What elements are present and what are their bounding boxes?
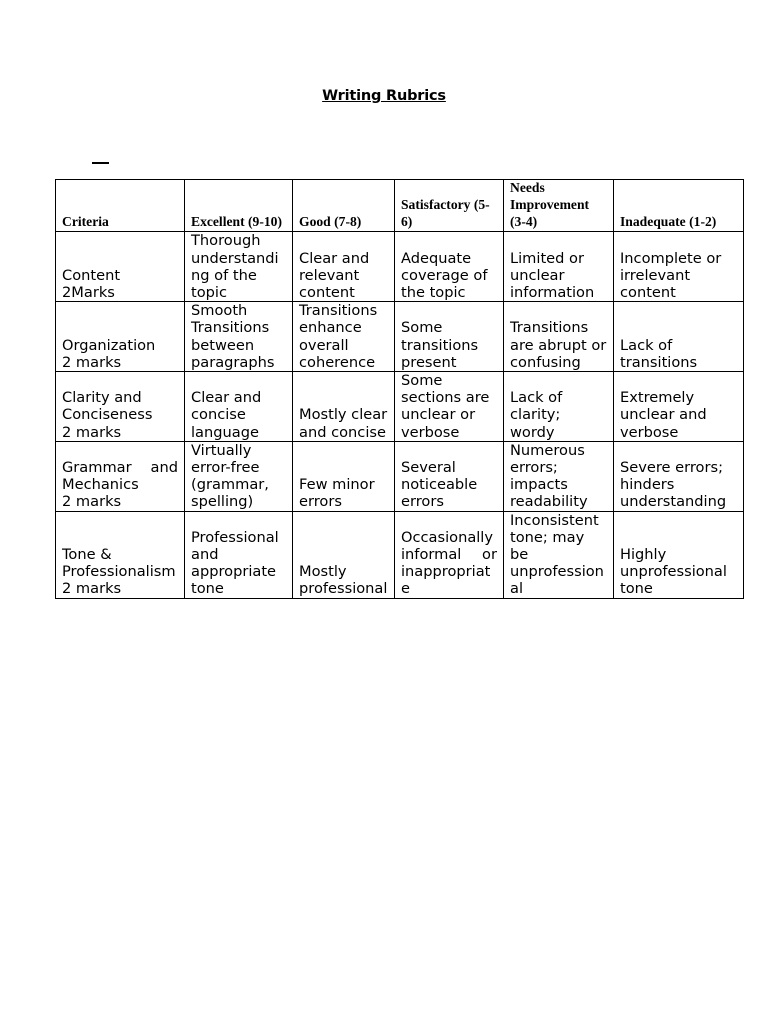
cell-excellent: Virtually error-free (grammar, spelling) bbox=[185, 441, 293, 511]
header-satisfactory: Satisfactory (5-6) bbox=[395, 180, 504, 232]
cell-good: Mostly professional bbox=[293, 511, 395, 598]
cell-inadequate: Incomplete or irrelevant content bbox=[614, 232, 744, 302]
cell-excellent: Thorough understanding of the topic bbox=[185, 232, 293, 302]
cell-needs-improvement: Transitions are abrupt or confusing bbox=[504, 302, 614, 372]
cell-excellent: Professional and appropriate tone bbox=[185, 511, 293, 598]
cell-satisfactory: Some transitions present bbox=[395, 302, 504, 372]
cell-inadequate: Lack of transitions bbox=[614, 302, 744, 372]
table-row bbox=[56, 302, 744, 372]
cell-satisfactory: Adequate coverage of the topic bbox=[395, 232, 504, 302]
rubric-table bbox=[55, 179, 744, 599]
cell-satisfactory: Some sections are unclear or verbose bbox=[395, 372, 504, 442]
cell-needs-improvement: Numerous errors; impacts readability bbox=[504, 441, 614, 511]
cell-good: Clear and relevant content bbox=[293, 232, 395, 302]
table-row bbox=[56, 232, 744, 302]
cell-needs-improvement: Limited or unclear information bbox=[504, 232, 614, 302]
cell-good: Mostly clear and concise bbox=[293, 372, 395, 442]
cell-satisfactory: Several noticeable errors bbox=[395, 441, 504, 511]
cell-criteria: Organization 2 marks bbox=[56, 302, 185, 372]
cell-criteria: Clarity and Conciseness 2 marks bbox=[56, 372, 185, 442]
cell-excellent: Smooth Transitions between paragraphs bbox=[185, 302, 293, 372]
cell-needs-improvement: Lack of clarity; wordy bbox=[504, 372, 614, 442]
cell-criteria: Tone & Professionalism 2 marks bbox=[56, 511, 185, 598]
cell-inadequate: Severe errors; hinders understanding bbox=[614, 441, 744, 511]
header-good: Good (7-8) bbox=[293, 180, 395, 232]
cell-criteria: Grammar and Mechanics 2 marks bbox=[56, 441, 185, 511]
cell-good: Transitions enhance overall coherence bbox=[293, 302, 395, 372]
table-row bbox=[56, 372, 744, 442]
table-row bbox=[56, 441, 744, 511]
cell-good: Few minor errors bbox=[293, 441, 395, 511]
header-row bbox=[56, 180, 744, 232]
cell-criteria: Content 2Marks bbox=[56, 232, 185, 302]
cell-satisfactory: Occasionally informal or inappropriate bbox=[395, 511, 504, 598]
header-inadequate: Inadequate (1-2) bbox=[614, 180, 744, 232]
document-title: Writing Rubrics bbox=[322, 88, 446, 104]
header-criteria: Criteria bbox=[56, 180, 185, 232]
cell-inadequate: Highly unprofessional tone bbox=[614, 511, 744, 598]
cell-inadequate: Extremely unclear and verbose bbox=[614, 372, 744, 442]
header-needs-improvement: Needs Improvement (3-4) bbox=[504, 180, 614, 232]
table-row bbox=[56, 511, 744, 598]
header-excellent: Excellent (9-10) bbox=[185, 180, 293, 232]
cell-excellent: Clear and concise language bbox=[185, 372, 293, 442]
dash-mark bbox=[92, 162, 109, 164]
cell-needs-improvement: Inconsistent tone; may be unprofessional bbox=[504, 511, 614, 598]
